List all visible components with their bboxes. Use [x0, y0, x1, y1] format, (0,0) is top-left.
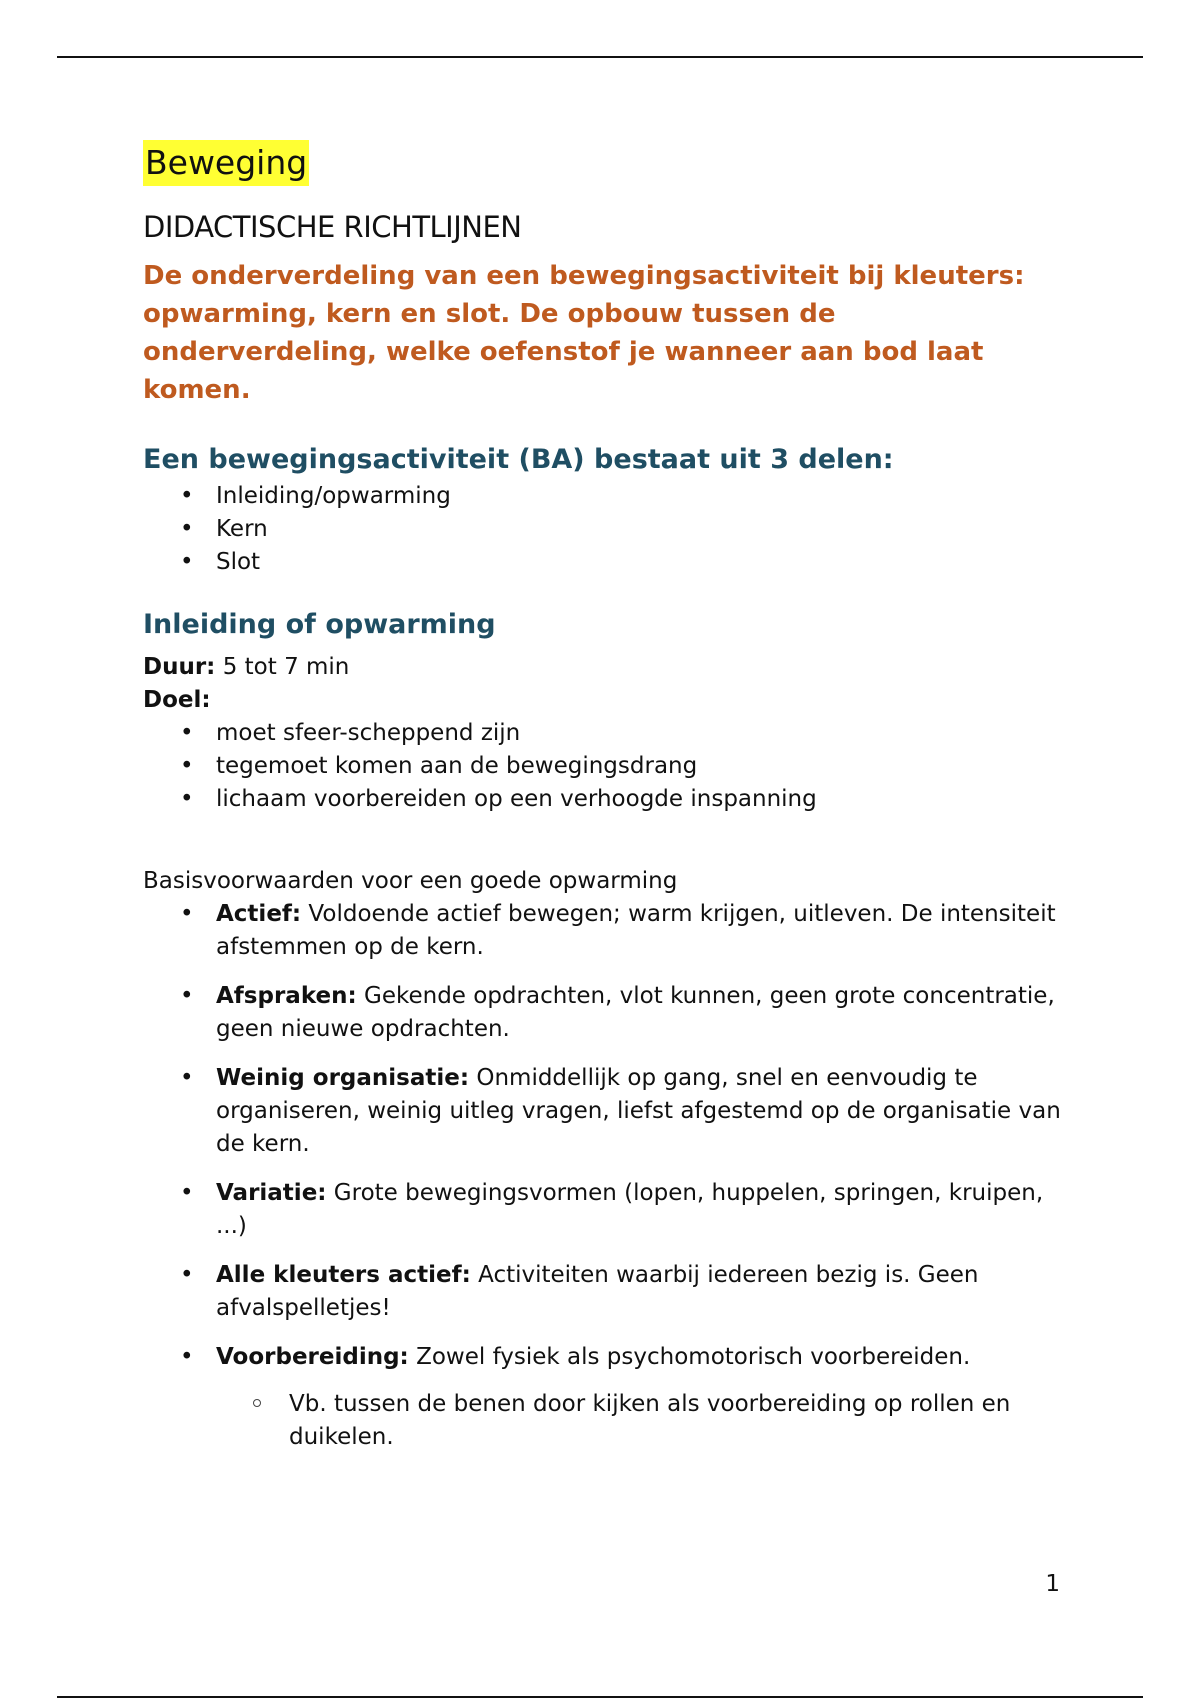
list-item: • Actief: Voldoende actief bewegen; warm krijgen, uitleven. De intensiteit afstemmen op de kern.: [143, 898, 1063, 964]
parts-list: [143, 480, 1063, 579]
page-number: 1: [1045, 1571, 1060, 1597]
duration-label: Duur:: [143, 654, 216, 680]
goal-list: [143, 717, 1063, 816]
intro-paragraph: De onderverdeling van een bewegingsactiviteit bij kleuters: opwarming, kern en slot. De opbouw tussen de onderverdeling, welke oefenstof je wanneer aan bod laat komen.: [143, 261, 1025, 405]
document-body: [143, 140, 1063, 1470]
list-item: • Kern: [143, 513, 1063, 546]
list-item: • Slot: [143, 546, 1063, 579]
list-item: • Inleiding/opwarming: [143, 480, 1063, 513]
list-item: • moet sfeer-scheppend zijn: [143, 717, 1063, 750]
bullet-icon: •: [180, 1344, 194, 1370]
bullet-icon: •: [180, 1262, 194, 1288]
header-rule: [57, 56, 1143, 58]
document-title: Beweging: [143, 140, 309, 186]
bullet-icon: •: [180, 786, 194, 812]
footer-rule: [57, 1696, 1143, 1698]
document-subtitle: DIDACTISCHE RICHTLIJNEN: [143, 210, 522, 244]
bullet-icon: •: [180, 901, 194, 927]
list-item: • tegemoet komen aan de bewegingsdrang: [143, 750, 1063, 783]
duration-value: 5 tot 7 min: [215, 654, 350, 680]
basis-intro: Basisvoorwaarden voor een goede opwarming: [143, 868, 678, 894]
conditions-list: [143, 898, 1063, 1454]
list-item: • Alle kleuters actief: Activiteiten waarbij iedereen bezig is. Geen afvalspelletjes!: [143, 1259, 1063, 1325]
duration-line: [143, 651, 1063, 717]
bullet-icon: •: [180, 753, 194, 779]
warmup-heading: Inleiding of opwarming: [143, 609, 496, 640]
hollow-bullet-icon: [253, 1399, 261, 1407]
bullet-icon: •: [180, 549, 194, 575]
bullet-icon: •: [180, 483, 194, 509]
list-item: • Variatie: Grote bewegingsvormen (lopen, huppelen, springen, kruipen, ...): [143, 1177, 1063, 1243]
list-item: • lichaam voorbereiden op een verhoogde inspanning: [143, 783, 1063, 816]
bullet-icon: •: [180, 516, 194, 542]
bullet-icon: •: [180, 983, 194, 1009]
parts-heading: Een bewegingsactiviteit (BA) bestaat uit 3 delen:: [143, 444, 894, 475]
list-item: • Afspraken: Gekende opdrachten, vlot kunnen, geen grote concentratie, geen nieuwe opdrachten.: [143, 980, 1063, 1046]
bullet-icon: •: [180, 1065, 194, 1091]
list-item: • Weinig organisatie: Onmiddellijk op gang, snel en eenvoudig te organiseren, weinig uitleg vragen, liefst afgestemd op de organisatie van de kern.: [143, 1062, 1063, 1161]
bullet-icon: •: [180, 1180, 194, 1206]
sub-list-item: Vb. tussen de benen door kijken als voorbereiding op rollen en duikelen.: [216, 1388, 1063, 1454]
bullet-icon: •: [180, 720, 194, 746]
goal-label: Doel:: [143, 687, 211, 713]
list-item: • Voorbereiding: Zowel fysiek als psychomotorisch voorbereiden. Vb. tussen de benen door kijken als voorbereiding op rollen en duikelen.: [143, 1341, 1063, 1454]
sub-list: [216, 1388, 1063, 1454]
